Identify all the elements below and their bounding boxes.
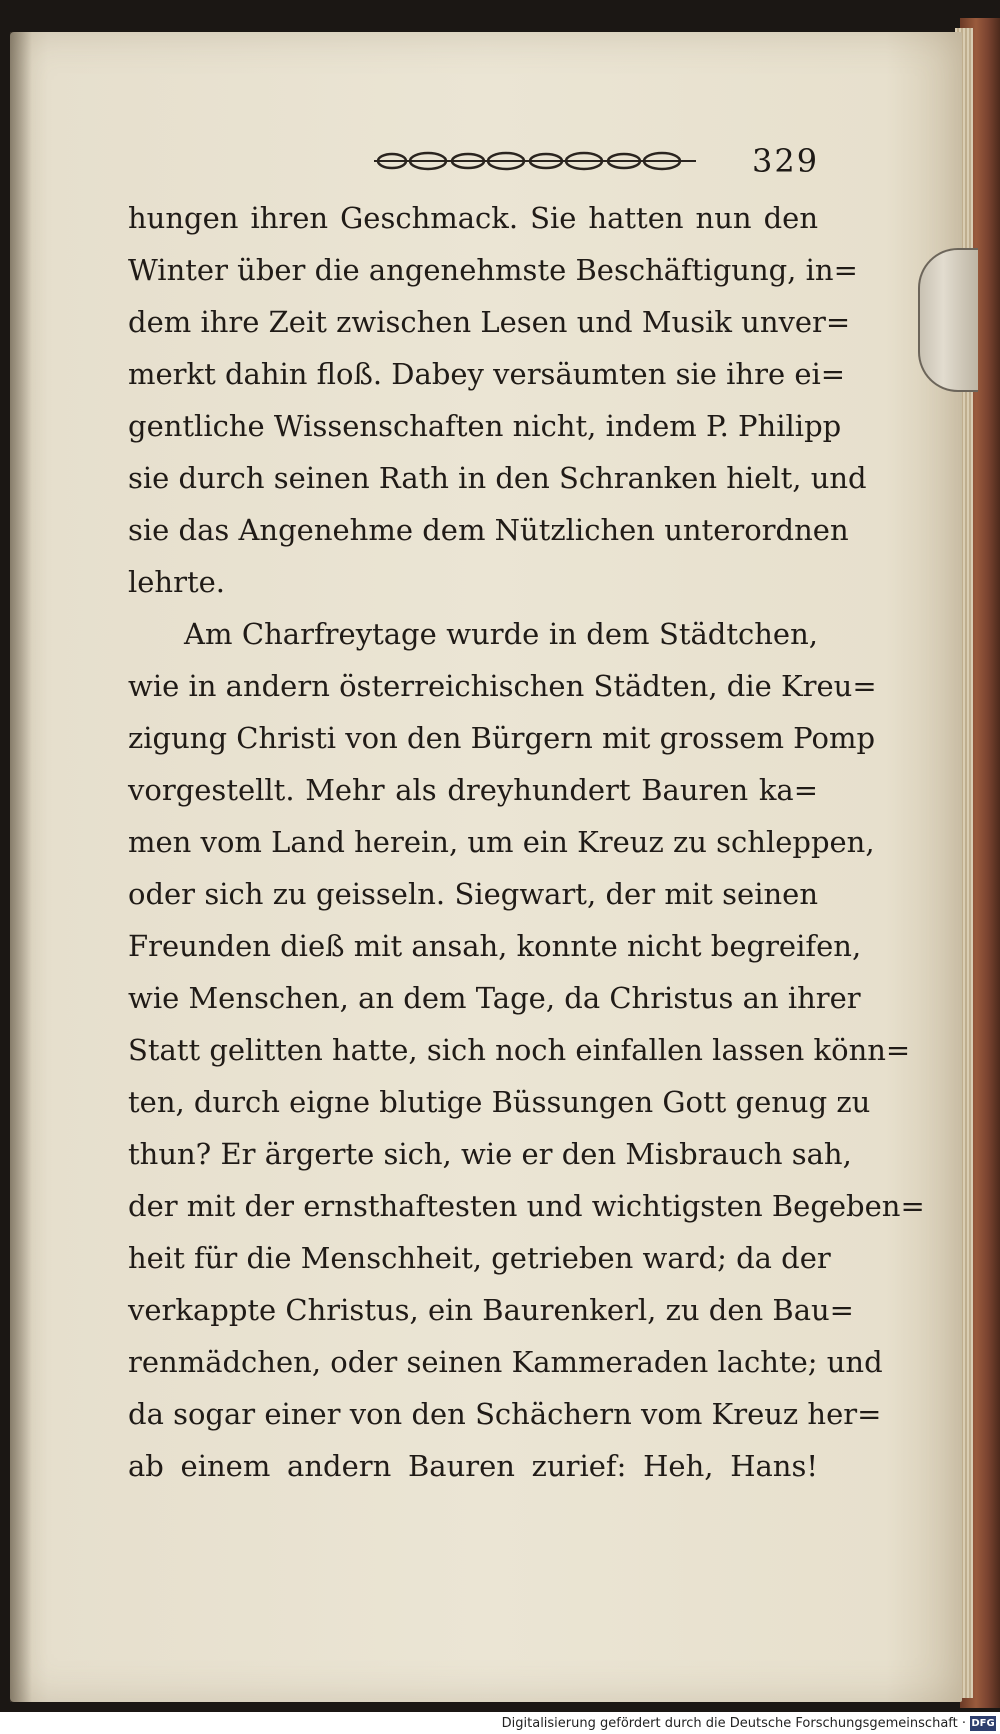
page-number: 329	[752, 142, 820, 180]
body-text	[128, 192, 925, 1492]
text-line: heit für die Menschheit, getrieben ward; da der	[128, 1241, 831, 1275]
text-line: oder sich zu geisseln. Siegwart, der mit seinen	[128, 877, 818, 911]
text-line: ten, durch eigne blutige Büssungen Gott genug zu	[128, 1085, 871, 1119]
bookmark-clip	[918, 248, 978, 392]
text-line: sie durch seinen Rath in den Schranken hielt, und	[128, 461, 867, 495]
text-line: merkt dahin floß. Dabey versäumten sie ihre ei=	[128, 357, 846, 391]
text-line: dem ihre Zeit zwischen Lesen und Musik unver=	[128, 305, 851, 339]
text-line: men vom Land herein, um ein Kreuz zu schleppen,	[128, 825, 875, 859]
text-line: Winter über die angenehmste Beschäftigung, in=	[128, 253, 858, 287]
text-line: Freunden dieß mit ansah, konnte nicht begreifen,	[128, 929, 862, 963]
text-line: sie das Angenehme dem Nützlichen unterordnen	[128, 513, 849, 547]
text-line: wie Menschen, an dem Tage, da Christus an ihrer	[128, 981, 861, 1015]
gutter-shadow	[10, 32, 32, 1702]
footer-bar	[0, 1712, 1000, 1734]
text-line: renmädchen, oder seinen Kammeraden lachte; und	[128, 1345, 883, 1379]
text-line: zigung Christi von den Bürgern mit grossem Pomp	[128, 721, 876, 755]
dfg-logo-icon: DFG	[971, 1718, 995, 1729]
text-line: gentliche Wissenschaften nicht, indem P. Philipp	[128, 409, 842, 443]
text-line: vorgestellt. Mehr als dreyhundert Bauren ka=	[128, 773, 818, 807]
text-line: Statt gelitten hatte, sich noch einfallen lassen könn=	[128, 1033, 911, 1067]
text-line: hungen ihren Geschmack. Sie hatten nun den	[128, 201, 818, 235]
text-line: da sogar einer von den Schächern vom Kreuz her=	[128, 1397, 882, 1431]
paragraph-start-line: Am Charfreytage wurde in dem Städtchen,	[184, 617, 818, 651]
text-line: ab einem andern Bauren zurief: Heh, Hans!	[128, 1449, 818, 1483]
text-line: der mit der ernsthaftesten und wichtigsten Begeben=	[128, 1189, 925, 1223]
text-line: lehrte.	[128, 565, 226, 599]
text-line: thun? Er ärgerte sich, wie er den Misbrauch sah,	[128, 1137, 852, 1171]
text-line: wie in andern österreichischen Städten, die Kreu=	[128, 669, 877, 703]
ornament-icon	[370, 150, 700, 172]
funding-credit: Digitalisierung gefördert durch die Deutsche Forschungsgemeinschaft ·	[501, 1716, 966, 1731]
page-header	[120, 142, 820, 182]
text-line: verkappte Christus, ein Baurenkerl, zu den Bau=	[128, 1293, 854, 1327]
